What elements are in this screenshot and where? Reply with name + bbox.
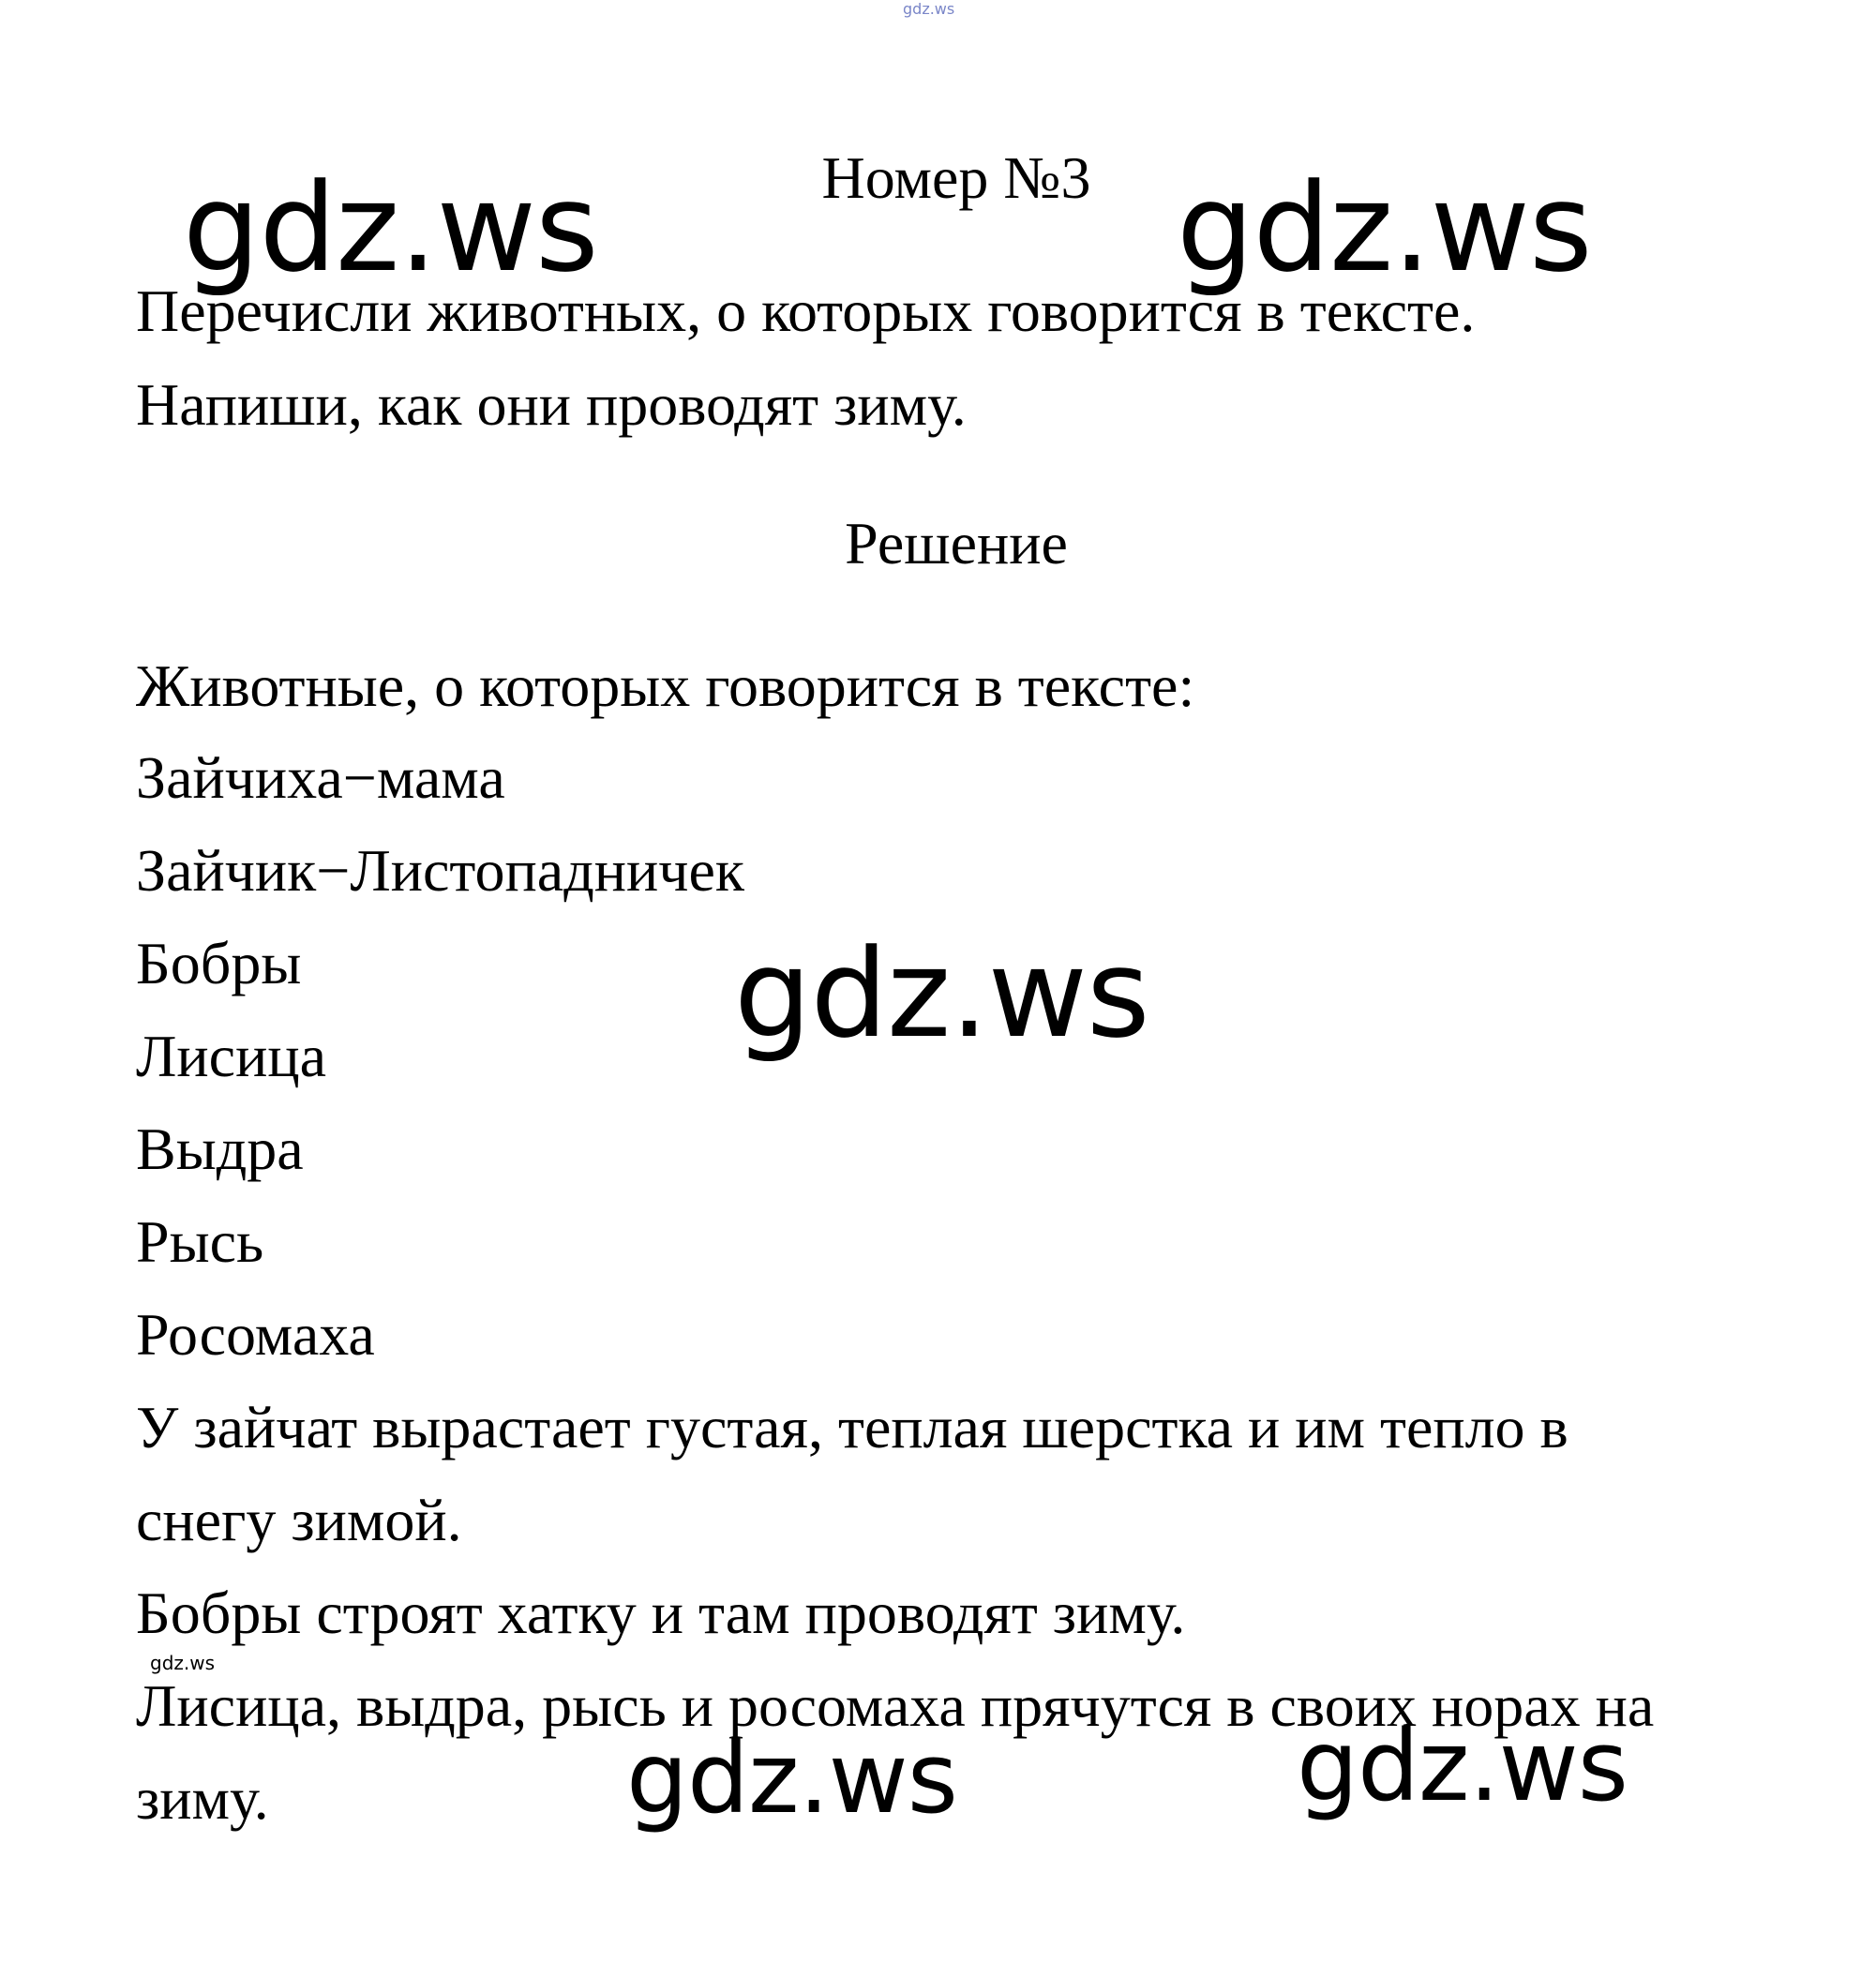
- animal-item: Росомаха: [136, 1301, 375, 1368]
- watermark-small: gdz.ws: [150, 1652, 216, 1674]
- page-title: Номер №3: [821, 144, 1091, 211]
- watermark-center: gdz.ws: [734, 922, 1149, 1065]
- answer-line: У зайчат вырастает густая, теплая шерстка и им тепло в: [136, 1394, 1568, 1460]
- animal-item: Рысь: [136, 1208, 264, 1275]
- answer-line: снегу зимой.: [136, 1487, 462, 1553]
- watermark-top-tiny: gdz.ws: [903, 0, 955, 18]
- watermark-top-right: gdz.ws: [1177, 157, 1592, 299]
- answer-line: Лисица, выдра, рысь и росомаха прячутся в своих норах на: [136, 1672, 1655, 1739]
- answer-line: зиму.: [136, 1765, 269, 1832]
- solution-heading: Решение: [845, 510, 1068, 577]
- watermark-top-left: gdz.ws: [183, 157, 598, 299]
- animal-item: Бобры: [136, 930, 302, 996]
- watermark-bottom-right: gdz.ws: [1297, 1709, 1628, 1823]
- task-line-1: Перечисли животных, о которых говорится в тексте.: [136, 277, 1476, 344]
- answer-line: Бобры строят хатку и там проводят зиму.: [136, 1580, 1186, 1646]
- animal-item: Выдра: [136, 1116, 304, 1182]
- solution-intro: Животные, о которых говорится в тексте:: [136, 652, 1195, 719]
- task-line-2: Напиши, как они проводят зиму.: [136, 371, 967, 438]
- watermark-bottom-left: gdz.ws: [626, 1721, 957, 1835]
- animal-item: Лисица: [136, 1023, 326, 1089]
- animal-item: Зайчик−Листопадничек: [136, 837, 744, 904]
- animal-item: Зайчиха−мама: [136, 744, 505, 811]
